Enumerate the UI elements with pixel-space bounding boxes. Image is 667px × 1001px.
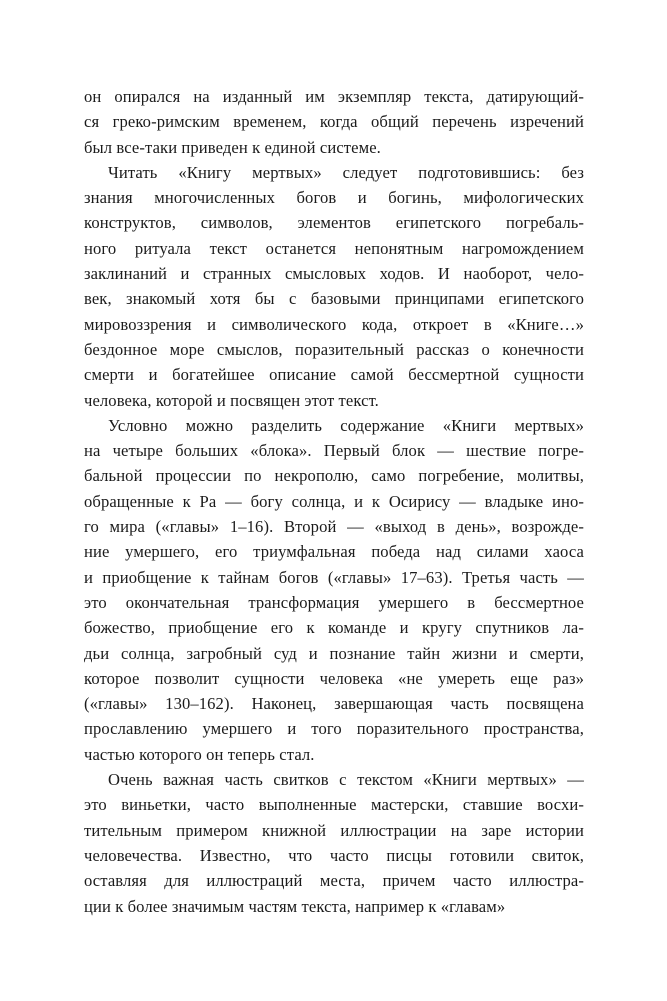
text-line: и приобщение к тайнам богов («главы» 17–63). Третья часть — bbox=[84, 567, 584, 587]
text-line: смерти и богатейшее описание самой бессмертной сущности bbox=[84, 365, 584, 385]
text-line: обращенные к Ра — богу солнца, и к Осирису — владыке ино- bbox=[84, 491, 584, 511]
text-line: человечества. Известно, что часто писцы готовили свиток, bbox=[84, 845, 584, 865]
text-line: Читать «Книгу мертвых» следует подготовившись: без bbox=[108, 162, 584, 182]
text-line: век, знакомый хотя бы с базовыми принципами египетского bbox=[84, 289, 584, 309]
text-line: которое позволит сущности человека «не умереть еще раз» bbox=[84, 668, 584, 688]
text-line: дьи солнца, загробный суд и познание тайн жизни и смерти, bbox=[84, 643, 584, 663]
text-line: тительным примером книжной иллюстрации на заре истории bbox=[84, 820, 584, 840]
text-line: заклинаний и странных смысловых ходов. И наоборот, чело- bbox=[84, 264, 584, 284]
text-line: конструктов, символов, элементов египетского погребаль- bbox=[84, 213, 584, 233]
text-line: ции к более значимым частям текста, например к «главам» bbox=[84, 896, 506, 916]
text-line: Условно можно разделить содержание «Книги мертвых» bbox=[108, 415, 584, 435]
paragraph bbox=[84, 84, 584, 160]
text-line: был все-таки приведен к единой системе. bbox=[84, 137, 381, 157]
text-line: Очень важная часть свитков с текстом «Книги мертвых» — bbox=[108, 770, 584, 790]
text-line: это окончательная трансформация умершего в бессмертное bbox=[84, 592, 584, 612]
text-line: ного ритуала текст останется непонятным нагромождением bbox=[84, 238, 584, 258]
text-line: оставляя для иллюстраций места, причем часто иллюстра- bbox=[84, 871, 584, 891]
text-line: бальной процессии по некрополю, само погребение, молитвы, bbox=[84, 466, 584, 486]
text-line: знания многочисленных богов и богинь, мифологических bbox=[84, 188, 584, 208]
text-line: на четыре больших «блока». Первый блок — шествие погре- bbox=[84, 441, 584, 461]
paragraph bbox=[84, 160, 584, 413]
text-line: прославлению умершего и того поразительного пространства, bbox=[84, 719, 584, 739]
paragraph bbox=[84, 413, 584, 767]
text-line: он опирался на изданный им экземпляр текста, датирующий- bbox=[84, 87, 584, 106]
text-line: бездонное море смыслов, поразительный рассказ о конечности bbox=[84, 339, 584, 359]
text-column bbox=[84, 84, 584, 919]
text-line: ние умершего, его триумфальная победа над силами хаоса bbox=[84, 542, 584, 562]
text-line: божество, приобщение его к команде и кругу спутников ла- bbox=[84, 618, 584, 638]
paragraph bbox=[84, 767, 584, 919]
text-line: го мира («главы» 1–16). Второй — «выход в день», возрожде- bbox=[84, 517, 584, 537]
text-line: («главы» 130–162). Наконец, завершающая часть посвящена bbox=[84, 694, 584, 714]
text-line: человека, которой и посвящен этот текст. bbox=[84, 390, 379, 410]
text-line: это виньетки, часто выполненные мастерски, ставшие восхи- bbox=[84, 795, 584, 815]
text-line: частью которого он теперь стал. bbox=[84, 744, 315, 764]
text-line: ся греко-римским временем, когда общий перечень изречений bbox=[84, 112, 584, 132]
text-line: мировоззрения и символического кода, откроет в «Книге…» bbox=[84, 314, 584, 334]
